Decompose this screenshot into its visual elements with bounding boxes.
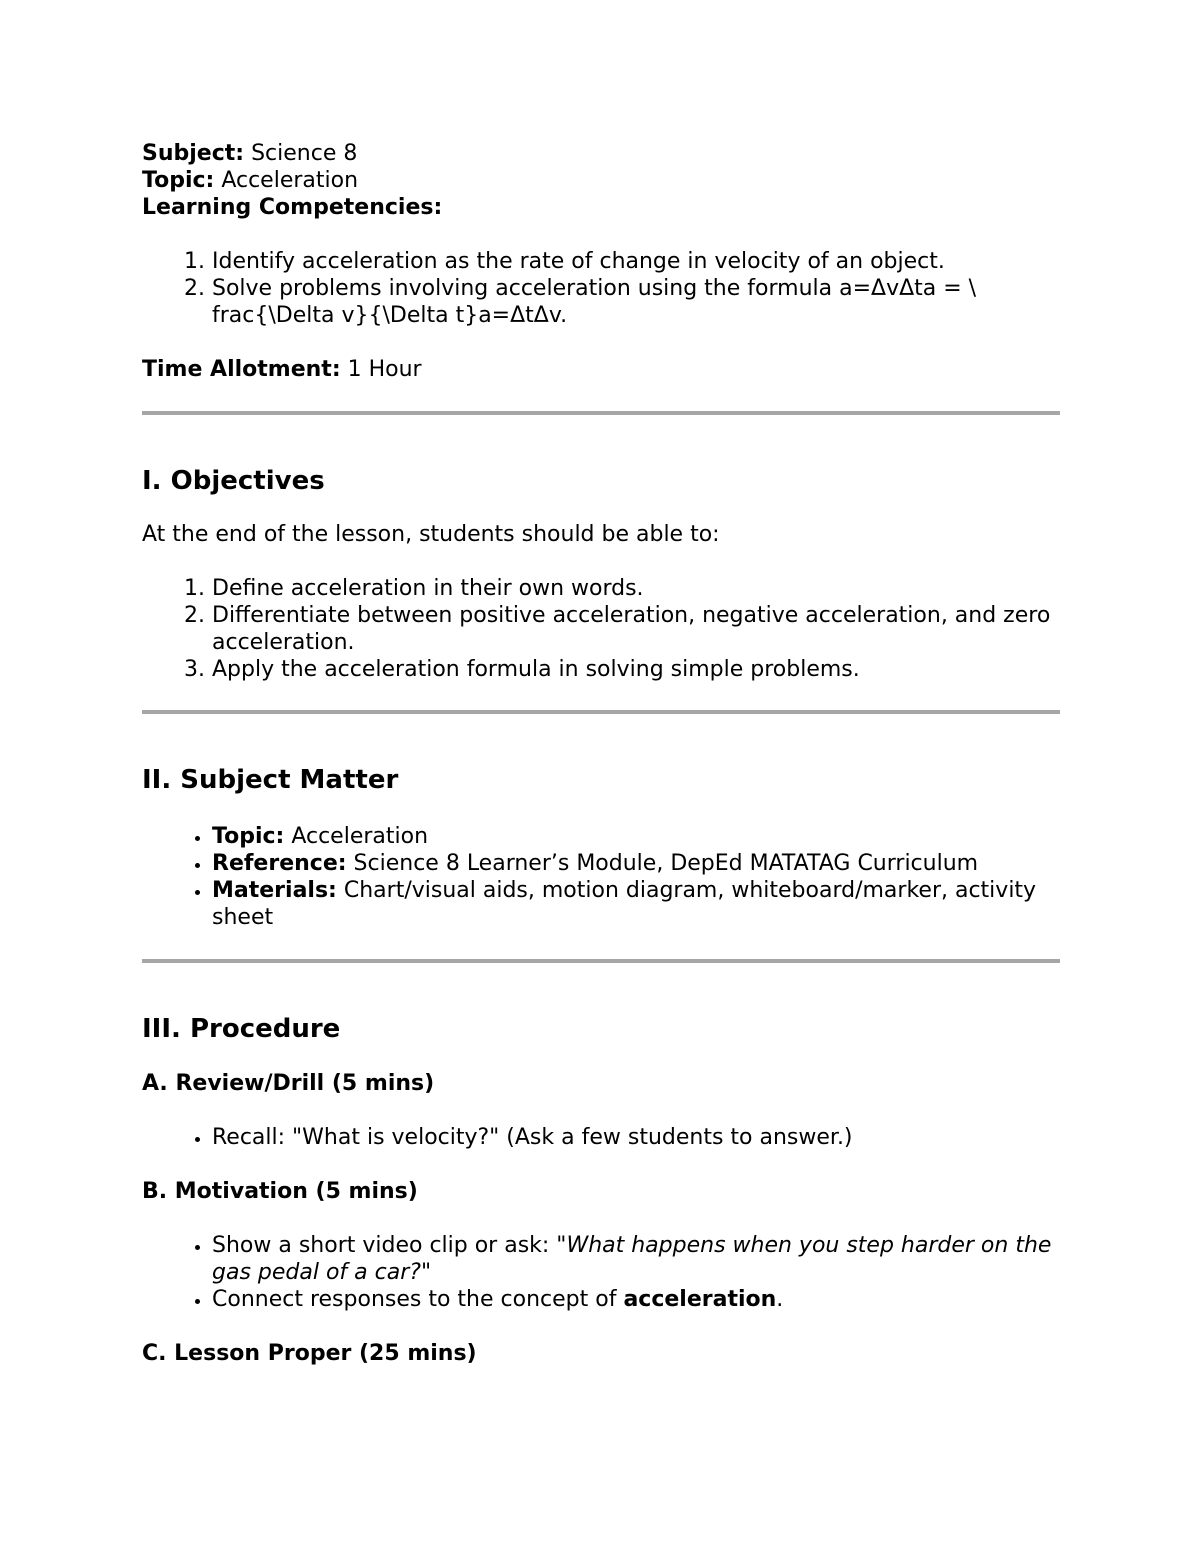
time-label: Time Allotment: [142,357,341,382]
procedure-heading: III. Procedure [142,1014,341,1044]
competencies-list [142,248,1060,329]
time-value: 1 Hour [347,357,422,382]
objective-item: 1. Define acceleration in their own words. [212,575,1060,602]
subject-line [142,140,1060,167]
review-drill-item: • Recall: "What is velocity?" (Ask a few students to answer.) [212,1124,1060,1151]
competencies-label: Learning Competencies: [142,195,443,220]
objective-item: 2. Differentiate between positive acceleration, negative acceleration, and zero acceleration. [212,602,1060,656]
objective-item: 3. Apply the acceleration formula in solving simple problems. [212,656,1060,683]
subject-matter-list [142,823,1060,931]
competencies-line [142,194,1060,221]
review-drill-list [142,1124,1060,1151]
subject-matter-topic: • Topic: Acceleration [212,823,1060,850]
lesson-proper-heading: C. Lesson Proper (25 mins) [142,1341,477,1366]
topic-line [142,167,1060,194]
topic-value: Acceleration [221,168,359,193]
competency-item: 1. Identify acceleration as the rate of change in velocity of an object. [212,248,1060,275]
motivation-item: • Show a short video clip or ask: "What happens when you step harder on the gas pedal of a car?" [212,1232,1060,1286]
subject-matter-reference: • Reference: Science 8 Learner’s Module, DepEd MATATAG Curriculum [212,850,1060,877]
objectives-intro: At the end of the lesson, students should be able to: [142,522,720,547]
subject-matter-materials: • Materials: Chart/visual aids, motion diagram, whiteboard/marker, activity sheet [212,877,1060,931]
competency-item: 2. Solve problems involving acceleration using the formula a=ΔvΔta = \ frac{\Delta v}{\Delta t}a=ΔtΔv. [212,275,1060,329]
objectives-list [142,575,1060,683]
time-allotment-line [142,356,1060,383]
topic-label: Topic: [142,168,215,193]
subject-value: Science 8 [251,141,358,166]
motivation-list [142,1232,1060,1313]
review-drill-heading: A. Review/Drill (5 mins) [142,1071,435,1096]
objectives-heading: I. Objectives [142,466,325,496]
motivation-item: • Connect responses to the concept of acceleration. [212,1286,1060,1313]
subject-matter-heading: II. Subject Matter [142,765,399,795]
subject-label: Subject: [142,141,245,166]
lesson-plan-page [142,140,1060,1367]
motivation-heading: B. Motivation (5 mins) [142,1179,418,1204]
